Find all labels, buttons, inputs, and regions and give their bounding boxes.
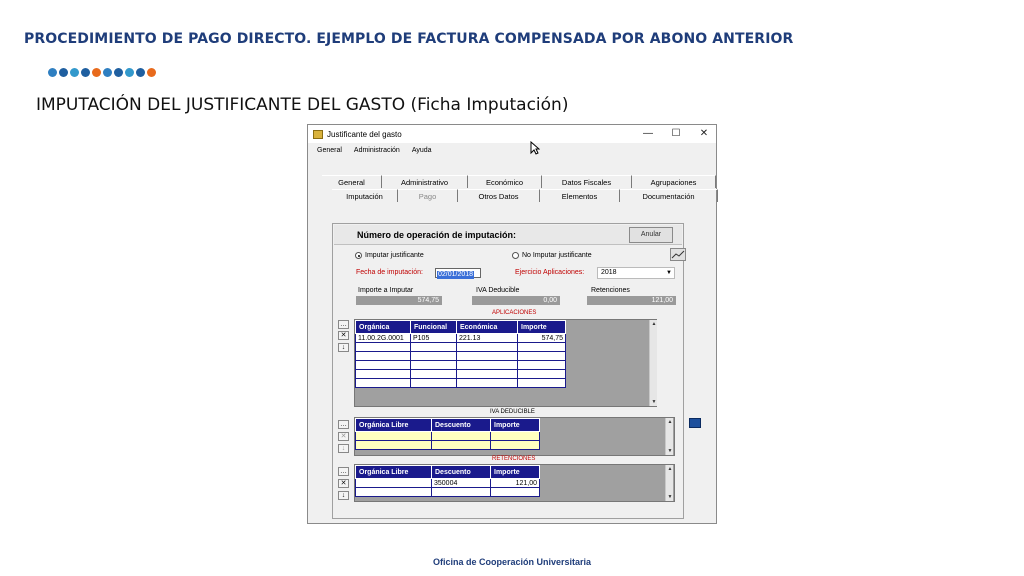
scroll-up-icon[interactable]: ▲ bbox=[651, 321, 657, 327]
retenciones-table bbox=[355, 465, 540, 497]
table-cell[interactable] bbox=[356, 441, 432, 450]
maximize-button[interactable]: ☐ bbox=[671, 128, 681, 139]
decorative-dot bbox=[147, 68, 156, 77]
col-organica-libre[interactable]: Orgánica Libre bbox=[356, 419, 432, 432]
table-row[interactable] bbox=[356, 370, 566, 379]
table-cell[interactable]: 221.13 bbox=[457, 334, 518, 343]
table-row[interactable] bbox=[356, 334, 566, 343]
slide-subtitle: IMPUTACIÓN DEL JUSTIFICANTE DEL GASTO (Ficha Imputación) bbox=[36, 95, 569, 115]
col-economica[interactable]: Económica bbox=[457, 321, 518, 334]
delete-icon[interactable]: ✕ bbox=[338, 331, 349, 340]
col-organica[interactable]: Orgánica bbox=[356, 321, 411, 334]
retenciones-table-title: RETENCIONES bbox=[492, 456, 536, 462]
table-cell[interactable] bbox=[411, 352, 457, 361]
iva-table bbox=[355, 418, 540, 450]
aplicaciones-scrollbar[interactable] bbox=[649, 320, 657, 406]
chart-icon[interactable] bbox=[670, 248, 686, 261]
table-cell[interactable] bbox=[356, 432, 432, 441]
fecha-input[interactable] bbox=[435, 268, 481, 278]
menu-administracion[interactable]: Administración bbox=[353, 147, 400, 154]
scroll-up-icon[interactable]: ▲ bbox=[667, 466, 673, 472]
table-cell[interactable] bbox=[518, 361, 566, 370]
col-descuento[interactable]: Descuento bbox=[432, 466, 491, 479]
tab-documentacion[interactable]: Documentación bbox=[620, 189, 718, 202]
close-button[interactable]: ✕ bbox=[699, 128, 709, 139]
retenciones-value: 121,00 bbox=[587, 296, 676, 305]
delete-icon[interactable]: ✕ bbox=[338, 432, 349, 441]
table-cell[interactable] bbox=[356, 488, 432, 497]
table-cell[interactable] bbox=[411, 370, 457, 379]
table-cell[interactable] bbox=[356, 370, 411, 379]
sort-icon[interactable]: ↓ bbox=[338, 343, 349, 352]
table-cell[interactable] bbox=[411, 361, 457, 370]
col-funcional[interactable]: Funcional bbox=[411, 321, 457, 334]
scroll-down-icon[interactable]: ▼ bbox=[667, 494, 673, 500]
more-button[interactable]: … bbox=[340, 421, 347, 428]
table-cell[interactable]: 11.00.2G.0001 bbox=[356, 334, 411, 343]
mouse-cursor-icon bbox=[530, 141, 540, 158]
delete-icon[interactable]: ✕ bbox=[338, 479, 349, 488]
more-button[interactable]: … bbox=[340, 468, 347, 475]
scroll-down-icon[interactable]: ▼ bbox=[667, 448, 673, 454]
slide-footer: Oficina de Cooperación Universitaria bbox=[432, 557, 592, 567]
operation-number-label: Número de operación de imputación: bbox=[357, 230, 517, 240]
table-cell[interactable] bbox=[356, 361, 411, 370]
table-row[interactable] bbox=[356, 441, 540, 450]
table-cell[interactable] bbox=[518, 379, 566, 388]
window-title: Justificante del gasto bbox=[327, 129, 402, 139]
table-cell[interactable] bbox=[518, 352, 566, 361]
tab-general[interactable]: General bbox=[322, 175, 382, 188]
tab-pago[interactable]: Pago bbox=[398, 189, 458, 202]
table-cell[interactable] bbox=[457, 352, 518, 361]
table-cell[interactable]: 121,00 bbox=[491, 479, 540, 488]
iva-table-title: IVA DEDUCIBLE bbox=[490, 409, 535, 415]
radio-no-imputar-circle[interactable] bbox=[512, 252, 519, 259]
tab-otros-datos[interactable]: Otros Datos bbox=[458, 189, 540, 202]
table-cell[interactable] bbox=[518, 370, 566, 379]
table-cell[interactable] bbox=[411, 379, 457, 388]
fecha-value: 02/01/2018 bbox=[438, 271, 474, 278]
app-icon bbox=[313, 130, 323, 139]
ejercicio-select[interactable] bbox=[597, 267, 675, 279]
tab-row-1 bbox=[322, 175, 716, 188]
scroll-up-icon[interactable]: ▲ bbox=[667, 419, 673, 425]
table-cell[interactable]: 574,75 bbox=[518, 334, 566, 343]
radio-no-imputar[interactable] bbox=[512, 252, 592, 259]
menu-general[interactable]: General bbox=[317, 147, 342, 154]
ejercicio-value: 2018 bbox=[601, 269, 617, 276]
sort-icon[interactable]: ↓ bbox=[338, 444, 349, 453]
decorative-dot bbox=[103, 68, 112, 77]
decorative-dot bbox=[48, 68, 57, 77]
iva-value: 0,00 bbox=[472, 296, 560, 305]
table-cell[interactable] bbox=[457, 379, 518, 388]
table-cell[interactable] bbox=[518, 343, 566, 352]
decorative-dots bbox=[48, 68, 156, 77]
slide-title: PROCEDIMIENTO DE PAGO DIRECTO. EJEMPLO DE FACTURA COMPENSADA POR ABONO ANTERIOR bbox=[24, 31, 794, 47]
justificante-window bbox=[307, 124, 717, 524]
radio-imputar[interactable] bbox=[355, 252, 424, 259]
anular-button[interactable]: Anular bbox=[629, 227, 673, 243]
col-importe[interactable]: Importe bbox=[491, 466, 540, 479]
table-row[interactable] bbox=[356, 432, 540, 441]
col-importe[interactable]: Importe bbox=[518, 321, 566, 334]
table-cell[interactable]: 350004 bbox=[432, 479, 491, 488]
sort-icon[interactable]: ↓ bbox=[338, 491, 349, 500]
table-row[interactable] bbox=[356, 352, 566, 361]
window-icon[interactable] bbox=[689, 418, 701, 428]
table-cell[interactable] bbox=[356, 352, 411, 361]
decorative-dot bbox=[114, 68, 123, 77]
col-descuento[interactable]: Descuento bbox=[432, 419, 491, 432]
iva-label: IVA Deducible bbox=[476, 287, 520, 294]
retenciones-label: Retenciones bbox=[591, 287, 630, 294]
decorative-dot bbox=[125, 68, 134, 77]
table-cell[interactable] bbox=[491, 432, 540, 441]
tab-agrupaciones[interactable]: Agrupaciones bbox=[632, 175, 716, 188]
tab-datos-fiscales[interactable]: Datos Fiscales bbox=[542, 175, 632, 188]
table-cell[interactable] bbox=[356, 479, 432, 488]
table-cell[interactable] bbox=[432, 488, 491, 497]
decorative-dot bbox=[81, 68, 90, 77]
window-titlebar[interactable] bbox=[308, 125, 716, 143]
table-cell[interactable] bbox=[411, 343, 457, 352]
table-cell[interactable] bbox=[457, 370, 518, 379]
decorative-dot bbox=[136, 68, 145, 77]
aplicaciones-title: APLICACIONES bbox=[492, 310, 537, 316]
tab-row-2 bbox=[332, 189, 718, 202]
more-button[interactable]: … bbox=[340, 321, 347, 328]
operation-header bbox=[334, 225, 682, 245]
imputacion-panel bbox=[332, 223, 684, 519]
table-cell[interactable] bbox=[356, 343, 411, 352]
table-cell[interactable] bbox=[491, 441, 540, 450]
iva-header-row bbox=[356, 419, 540, 432]
scroll-down-icon[interactable]: ▼ bbox=[651, 399, 657, 405]
radio-no-imputar-label: No Imputar justificante bbox=[522, 252, 592, 259]
menu-bar bbox=[308, 144, 716, 157]
table-row[interactable] bbox=[356, 488, 540, 497]
retenciones-header-row bbox=[356, 466, 540, 479]
col-organica-libre[interactable]: Orgánica Libre bbox=[356, 466, 432, 479]
radio-imputar-label: Imputar justificante bbox=[365, 252, 424, 259]
decorative-dot bbox=[92, 68, 101, 77]
retenciones-scrollbar[interactable] bbox=[665, 465, 673, 501]
decorative-dot bbox=[70, 68, 79, 77]
table-row[interactable] bbox=[356, 343, 566, 352]
table-cell[interactable] bbox=[491, 488, 540, 497]
importe-value: 574,75 bbox=[356, 296, 442, 305]
minimize-button[interactable]: — bbox=[643, 128, 653, 139]
radio-imputar-circle[interactable] bbox=[355, 252, 362, 259]
menu-ayuda[interactable]: Ayuda bbox=[411, 147, 432, 154]
tab-imputacion[interactable]: Imputación bbox=[332, 189, 398, 202]
tab-economico[interactable]: Económico bbox=[468, 175, 542, 188]
table-row[interactable] bbox=[356, 379, 566, 388]
importe-label: Importe a Imputar bbox=[358, 287, 414, 294]
table-cell[interactable] bbox=[432, 432, 491, 441]
table-cell[interactable] bbox=[457, 343, 518, 352]
table-cell[interactable]: P105 bbox=[411, 334, 457, 343]
col-importe[interactable]: Importe bbox=[491, 419, 540, 432]
decorative-dot bbox=[59, 68, 68, 77]
table-cell[interactable] bbox=[432, 441, 491, 450]
aplicaciones-table bbox=[355, 320, 566, 388]
tab-elementos[interactable]: Elementos bbox=[540, 189, 620, 202]
chevron-down-icon: ▼ bbox=[666, 270, 672, 276]
ejercicio-label: Ejercicio Aplicaciones: bbox=[515, 269, 585, 276]
table-row[interactable] bbox=[356, 479, 540, 488]
table-cell[interactable] bbox=[356, 379, 411, 388]
tab-administrativo[interactable]: Administrativo bbox=[382, 175, 468, 188]
aplicaciones-header-row bbox=[356, 321, 566, 334]
table-cell[interactable] bbox=[457, 361, 518, 370]
table-row[interactable] bbox=[356, 361, 566, 370]
iva-scrollbar[interactable] bbox=[665, 418, 673, 455]
fecha-label: Fecha de imputación: bbox=[356, 269, 423, 276]
